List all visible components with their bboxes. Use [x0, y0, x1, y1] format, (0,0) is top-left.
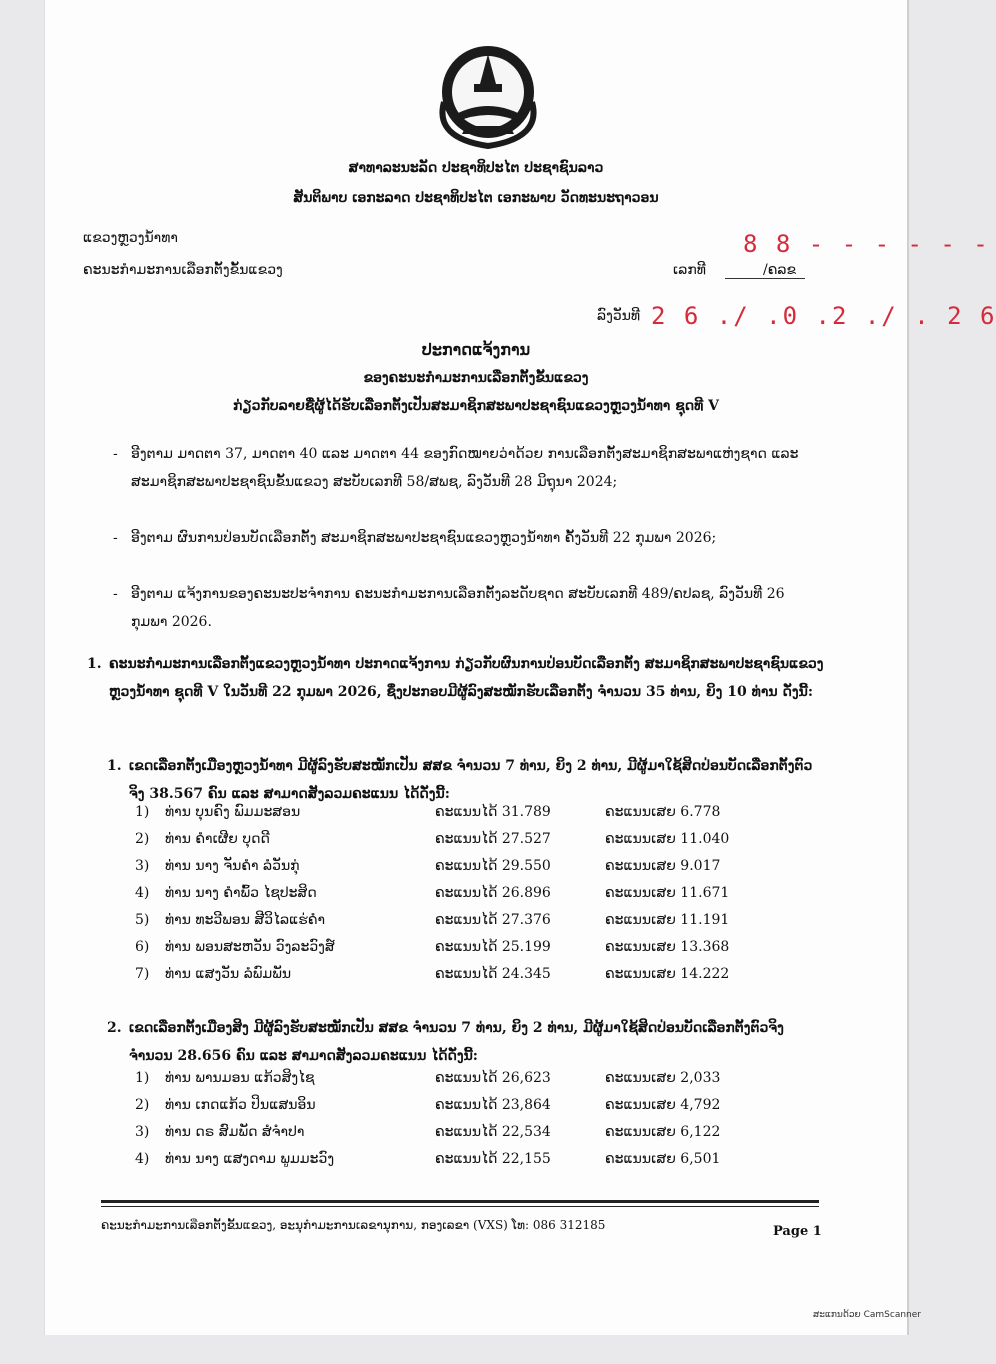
header-line-1: ສາທາລະນະລັດ ປະຊາທິປະໄຕ ປະຊາຊົນລາວ [348, 160, 604, 176]
candidate-row: 4) ທ່ານ ນາງ ຄຳພົ້ວ ໄຊປະສິດ ຄະແນນໄດ້ 26.896 ຄະແນນເສຍ 11.671 [135, 885, 730, 901]
candidate-row: 7) ທ່ານ ແສງວັນ ລໍພົມພັນ ຄະແນນໄດ້ 24.345 ຄະແນນເສຍ 14.222 [135, 966, 730, 982]
candidate-row: 3) ທ່ານ ນາງ ຈັນຄຳ ລໍວັນກຸ່ ຄະແນນໄດ້ 29.550 ຄະແນນເສຍ 9.017 [135, 858, 721, 874]
constituency-section-2: 2. ເຂດເລືອກຕັ້ງເມືອງສິງ ມີຜູ້ລົງຮັບສະໝັກເປັນ ສສຂ ຈຳນວນ 7 ທ່ານ, ຍິງ 2 ທ່ານ, ມີຜູ້ມາໃຊ້ສິດປ່ອນບັດເລືອກຕັ້ງຕົວຈິງ ຈຳນວນ 28.656 ຄົນ ແລະ ສາມາດສັງລວມຄະແນນ ໄດ້ດັ່ງນີ້: [107, 1020, 784, 1064]
footer-rule [101, 1200, 819, 1203]
issuer-committee: ຄະນະກຳມະການເລືອກຕັ້ງຂັ້ນແຂວງ [83, 262, 283, 278]
intro-paragraph: 1. ຄະນະກຳມະການເລືອກຕັ້ງແຂວງຫຼວງນ້ຳທາ ປະກາດແຈ້ງການ ກ່ຽວກັບຜົນການປ່ອນບັດເລືອກຕັ້ງ ສະມາຊິກສະພາປະຊາຊົນແຂວງຫຼວງນ້ຳທາ ຊຸດທີ V ໃນວັນທີ 22 ກຸມພາ 2026, ຊຶ່ງປະກອບມີຜູ້ລົງສະໝັກຮັບເລືອກຕັ້ງ ຈຳນວນ 35 ທ່ານ, ຍິງ 10 ທ່ານ ດັ່ງນີ້: [87, 656, 824, 700]
reference-item: - ອີງຕາມ ມາດຕາ 37, ມາດຕາ 40 ແລະ ມາດຕາ 44 ຂອງກົດໝາຍວ່າດ້ວຍ ການເລືອກຕັ້ງສະມາຊິກສະພາແຫ່ງຊາດ ແລະ ສະມາຊິກສະພາປະຊາຊົນຂັ້ນແຂວງ ສະບັບເລກທີ 58/ສພຊ, ລົງວັນທີ 28 ມິຖຸນາ 2024; [113, 446, 799, 490]
candidate-row: 1) ທ່ານ ພານມອນ ແກ້ວສິງໄຊ ຄະແນນໄດ້ 26,623 ຄະແນນເສຍ 2,033 [135, 1070, 721, 1086]
constituency-section-1: 1. ເຂດເລືອກຕັ້ງເມືອງຫຼວງນ້ຳທາ ມີຜູ້ລົງຮັບສະໝັກເປັນ ສສຂ ຈຳນວນ 7 ທ່ານ, ຍິງ 2 ທ່ານ, ມີຜູ້ມາໃຊ້ສິດປ່ອນບັດເລືອກຕັ້ງຕົວຈິງ 38.567 ຄົນ ແລະ ສາມາດສັງລວມຄະແນນ ໄດ້ດັ່ງນີ້: [107, 758, 813, 802]
reference-item: - ອີງຕາມ ຜົນການປ່ອນບັດເລືອກຕັ້ງ ສະມາຊິກສະພາປະຊາຊົນແຂວງຫຼວງນ້ຳທາ ຄັ້ງວັນທີ 22 ກຸມພາ 2026; [113, 530, 717, 546]
candidate-row: 2) ທ່ານ ເກດແກ້ວ ປິນແສນອິນ ຄະແນນໄດ້ 23,864 ຄະແນນເສຍ 4,792 [135, 1097, 721, 1113]
scanner-watermark: ສະແກນດ້ວຍ CamScanner [812, 1310, 921, 1320]
issuer-province: ແຂວງຫຼວງນ້ຳທາ [83, 230, 178, 246]
page-title: ປະກາດແຈ້ງການ [421, 340, 531, 359]
doc-number-blank [725, 278, 805, 279]
title-subline-2: ກ່ຽວກັບລາຍຊື່ຜູ້ໄດ້ຮັບເລືອກຕັ້ງເປັນສະມາຊິກສະພາປະຊາຊົນແຂວງຫຼວງນ້ຳທາ ຊຸດທີ V [232, 398, 720, 414]
handwritten-date: 2 6 ./ .0 .2 ./ . 2 6 [651, 302, 996, 330]
handwritten-doc-number: 8 8 - - - - - - [743, 230, 990, 258]
reference-item: - ອີງຕາມ ແຈ້ງການຂອງຄະນະປະຈຳການ ຄະນະກຳມະການເລືອກຕັ້ງລະດັບຊາດ ສະບັບເລກທີ 489/ຄປລຊ, ລົງວັນທີ 26 ກຸມພາ 2026. [113, 586, 785, 630]
candidate-row: 2) ທ່ານ ຄຳເຜີຍ ບຸດດີ ຄະແນນໄດ້ 27.527 ຄະແນນເສຍ 11.040 [135, 831, 730, 847]
page-number: Page 1 [773, 1224, 822, 1239]
footer-contact: ຄະນະກຳມະການເລືອກຕັ້ງຂັ້ນແຂວງ, ອະນຸກຳມະການເລຂານຸການ, ກອງເລຂາ (VXS) ໂທ: 086 312185 [101, 1218, 606, 1232]
national-emblem-icon [426, 42, 550, 152]
date-label: ລົງວັນທີ [597, 308, 641, 324]
candidate-row: 4) ທ່ານ ນາງ ແສງດາມ ພູມມະວົງ ຄະແນນໄດ້ 22,155 ຄະແນນເສຍ 6,501 [135, 1151, 721, 1167]
header-line-2: ສັນຕິພາບ ເອກະລາດ ປະຊາທິປະໄຕ ເອກະພາບ ວັດທະນະຖາວອນ [293, 190, 659, 206]
footer-rule-thin [101, 1206, 819, 1207]
doc-number-label: ເລກທີ [673, 262, 706, 278]
candidate-row: 5) ທ່ານ ທະວີພອນ ສີວິໄລແຮ່ຄຳ ຄະແນນໄດ້ 27.376 ຄະແນນເສຍ 11.191 [135, 912, 730, 928]
title-subline-1: ຂອງຄະນະກຳມະການເລືອກຕັ້ງຂັ້ນແຂວງ [363, 370, 589, 386]
document-page [44, 0, 996, 1335]
candidate-row: 6) ທ່ານ ພອນສະຫວັນ ວົງລະວົງສ໌ ຄະແນນໄດ້ 25.199 ຄະແນນເສຍ 13.368 [135, 939, 730, 955]
candidate-row: 1) ທ່ານ ບຸນຄົງ ພົມມະສອນ ຄະແນນໄດ້ 31.789 ຄະແນນເສຍ 6.778 [135, 804, 721, 820]
doc-number-suffix: /ຄລຂ [763, 262, 797, 278]
candidate-row: 3) ທ່ານ ດຣ ສົມພັດ ສໍຈຳປາ ຄະແນນໄດ້ 22,534 ຄະແນນເສຍ 6,122 [135, 1124, 721, 1140]
